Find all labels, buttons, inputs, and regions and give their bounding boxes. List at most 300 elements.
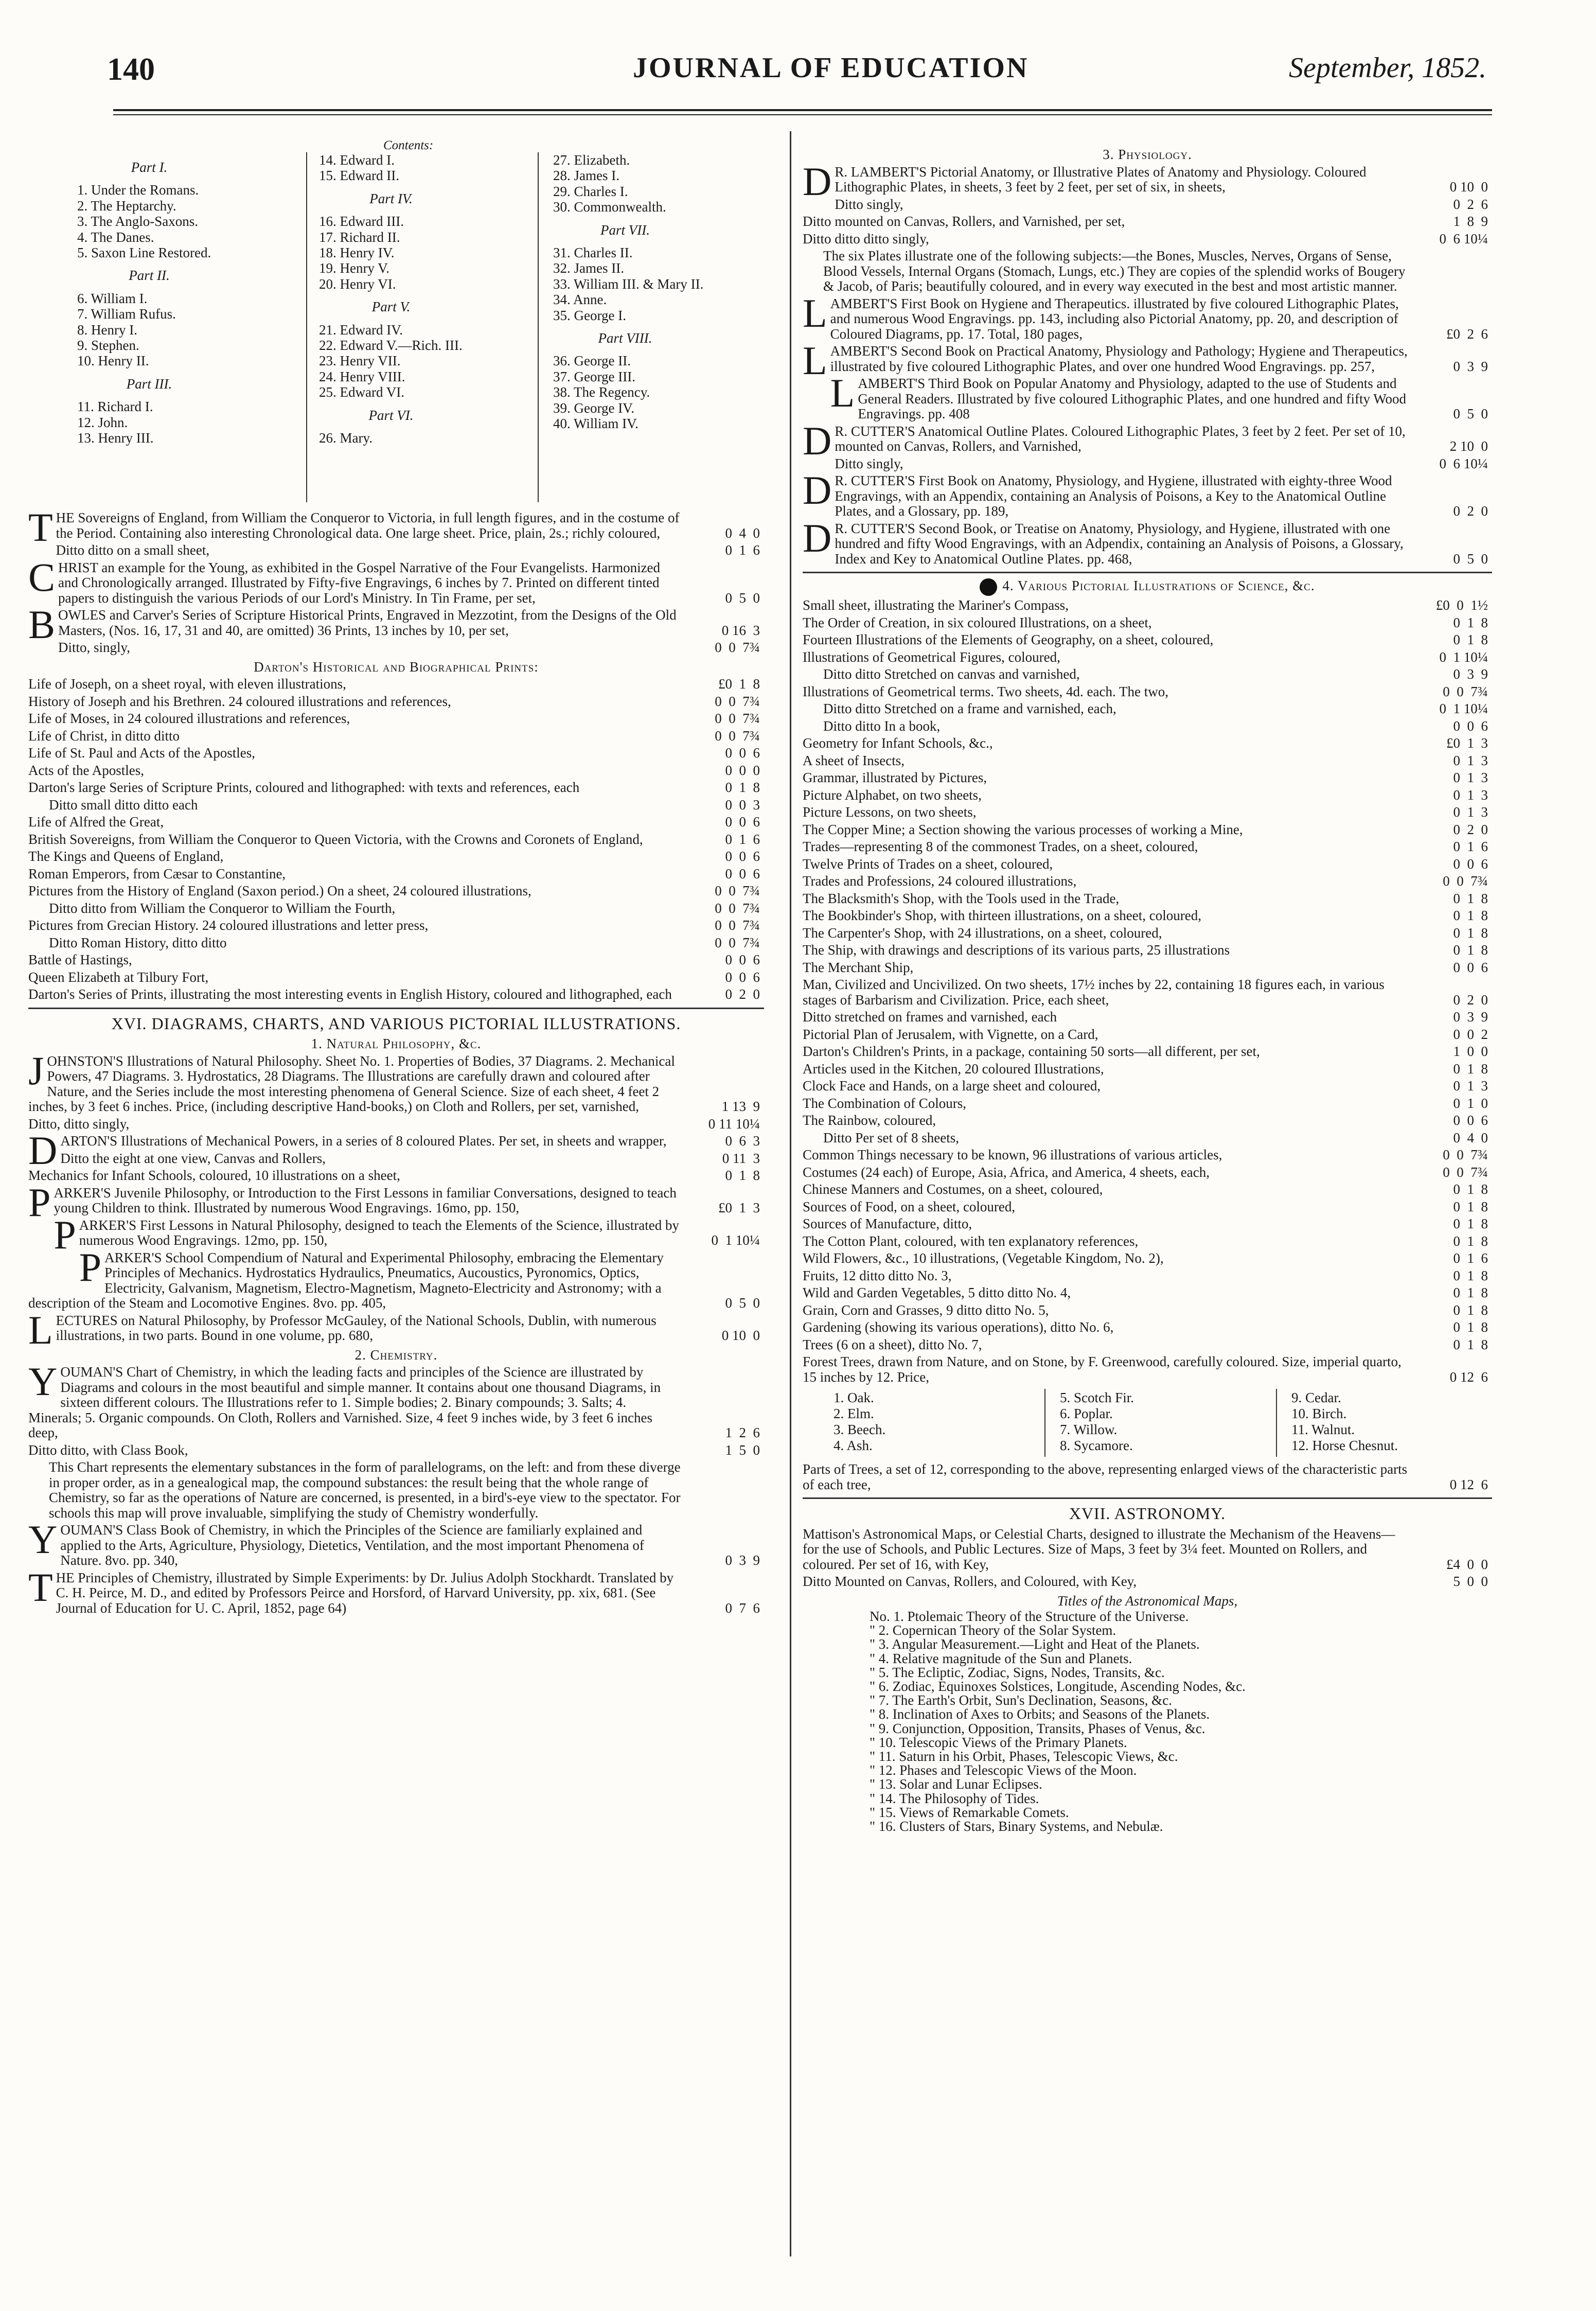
entry-price: 0 1 8 (725, 780, 760, 795)
entry-text: Man, Civilized and Uncivilized. On two sheets, 17½ inches by 22, containing 18 figures each, in various stages of Barbarism and Civilization. Price, each sheet, (803, 977, 1385, 1008)
entry-text: Parts of Trees, a set of 12, corresponding to the above, representing enlarged views of the characteristic parts of each tree, (803, 1461, 1408, 1492)
entry-text: Illustrations of Geometrical Figures, coloured, (803, 649, 1060, 665)
catalogue-entry (28, 815, 764, 830)
catalogue-entry (28, 763, 764, 779)
entry-price: 0 0 7¾ (715, 900, 760, 916)
catalogue-entry (803, 1303, 1492, 1318)
contents-item: 6. William I. (77, 290, 148, 306)
entry-price: 0 0 6 (1453, 718, 1488, 734)
entry-price: 0 1 3 (1453, 1078, 1488, 1093)
map-title-item: " 15. Views of Remarkable Comets. (870, 1804, 1069, 1820)
chemistry-list (28, 1359, 764, 1616)
entry-text: Ditto stretched on frames and varnished, each (803, 1009, 1057, 1025)
catalogue-entry (803, 1182, 1492, 1197)
catalogue-entry (803, 515, 1492, 567)
entry-text: Forest Trees, drawn from Nature, and on Stone, by F. Greenwood, carefully coloured. Size, imperial quarto, 15 inches by 12. Price, (803, 1354, 1402, 1385)
entry-price: 0 10 0 (1449, 179, 1488, 195)
contents-item: 32. James II. (553, 260, 624, 276)
entry-text: ARKER'S Juvenile Philosophy, or Introduction to the First Lessons in familiar Conversations, designed to teach young Children to think. Illustrated by numerous Wood Engravings. 16mo, pp. 150, (54, 1185, 677, 1215)
entry-text: Ditto ditto Stretched on canvas and varnished, (823, 666, 1080, 682)
entry-text: Life of Moses, in 24 coloured illustrations and references, (28, 711, 350, 726)
entry-text: HE Principles of Chemistry, illustrated by Simple Experiments: by Dr. Julius Adolph Stockhardt. Translated by C. H. Peirce, M. D., and edited by Professors Peirce and Horsford, of Harvard University, pp. xix, 681. (See Journal of Education for U. C. April, 1852, page 64) (56, 1569, 674, 1616)
entry-price: 0 0 7¾ (715, 728, 760, 744)
entry-text: Life of Christ, in ditto ditto (28, 728, 180, 744)
contents-item: 14. Edward I. (319, 152, 395, 168)
entry-text: HRIST an example for the Young, as exhibited in the Gospel Narrative of the Four Evangelists. Harmonized and Chronologically arranged. Illustrated by Fifty-five Engravings, 6 inches by 7. Printed on different tinted papers to distinguish the various Periods of our Lord's Ministry. In Tin Frame, per set, (58, 559, 661, 606)
entry-text: OUMAN'S Class Book of Chemistry, in which the Principles of the Science are familiarly explained and applied to the Arts, Agriculture, Physiology, Dietetics, Ventilation, and the most important Phenomena of Nature. 8vo. pp. 340, (60, 1522, 644, 1568)
map-title-item: " 3. Angular Measurement.—Light and Heat of the Planets. (870, 1636, 1200, 1652)
catalogue-entry (803, 943, 1492, 958)
entry-price: 0 2 0 (725, 986, 760, 1002)
drop-cap: D (803, 515, 832, 560)
catalogue-entry (803, 667, 1492, 682)
entry-price: 0 3 9 (1453, 666, 1488, 682)
entry-price: 0 1 8 (1453, 908, 1488, 923)
entry-price: 0 0 7¾ (715, 883, 760, 898)
entry-text: British Sovereigns, from William the Conqueror to Queen Victoria, with the Crowns and Coronets of England, (28, 831, 643, 847)
catalogue-entry (803, 1527, 1492, 1573)
catalogue-entry (803, 805, 1492, 820)
contents-divider (538, 152, 539, 502)
entry-price: £0 2 6 (1446, 326, 1488, 342)
catalogue-entry (803, 197, 1492, 213)
tree-column-divider (1044, 1389, 1045, 1457)
column-divider (790, 131, 791, 2256)
entry-text: Darton's Children's Prints, in a package, containing 50 sorts—all different, per set, (803, 1044, 1260, 1059)
entry-text: HE Sovereigns of England, from William the Conqueror to Victoria, in full length figures, and in the costume of the Period. Containing also interesting Chronological data. One large sheet. Price, plain, 2s.; richly coloured, (56, 510, 680, 541)
entry-price: £0 0 1½ (1435, 597, 1488, 613)
entry-price: 0 12 6 (1449, 1369, 1488, 1385)
entry-price: 0 1 8 (1453, 1319, 1488, 1335)
entry-price: 0 2 0 (1453, 503, 1488, 519)
entry-text: Costumes (24 each) of Europe, Asia, Africa, and America, 4 sheets, each, (803, 1164, 1210, 1180)
entry-price: 0 16 3 (721, 622, 760, 638)
entry-text: ARTON'S Illustrations of Mechanical Powers, in a series of 8 coloured Plates. Per set, in sheets and wrapper, (60, 1133, 667, 1149)
ink-blot (980, 578, 997, 596)
map-title-item: No. 1. Ptolemaic Theory of the Structure of the Universe. (870, 1609, 1189, 1624)
contents-part-title: Part VII. (600, 222, 650, 238)
contents-divider (306, 152, 307, 502)
entry-text: OWLES and Carver's Series of Scripture Historical Prints, Engraved in Mezzotint, from the Designs of the Old Masters, (Nos. 16, 17, 31 and 40, are omitted) 36 Prints, 13 inches by 10, per set, (58, 607, 677, 638)
entry-price: 0 1 0 (1453, 1095, 1488, 1111)
entry-price: £0 1 3 (1446, 735, 1488, 751)
entry-price: 0 11 3 (722, 1150, 760, 1166)
entry-text: Grain, Corn and Grasses, 9 ditto ditto No. 5, (803, 1302, 1049, 1318)
contents-part-title: Part IV. (369, 190, 413, 206)
entry-text: Trades and Professions, 24 coloured illustrations, (803, 873, 1077, 889)
catalogue-entry (28, 694, 764, 710)
entry-price: 0 7 6 (725, 1600, 760, 1616)
map-title-item: " 16. Clusters of Stars, Binary Systems, and Nebulæ. (870, 1819, 1163, 1834)
contents-item: 34. Anne. (553, 292, 607, 308)
entry-price: 0 3 9 (1453, 358, 1488, 374)
entry-price: 0 0 7¾ (1443, 683, 1488, 699)
contents-item: 1. Under the Romans. (77, 182, 199, 198)
contents-part-title: Part VIII. (598, 330, 652, 346)
catalogue-entry (28, 867, 764, 882)
entry-text: ECTURES on Natural Philosophy, by Professor McGauley, of the National Schools, Dublin, with numerous illustrations, in two parts. Bound in one volume, pp. 680, (56, 1312, 657, 1343)
tree-item: 3. Beech. (834, 1422, 886, 1437)
catalogue-entry (28, 901, 764, 916)
entry-price: 0 1 8 (1453, 1336, 1488, 1352)
contents-item: 39. George IV. (553, 400, 634, 416)
catalogue-entry (803, 926, 1492, 941)
contents-item: 2. The Heptarchy. (77, 198, 176, 214)
tree-item: 7. Willow. (1060, 1422, 1118, 1437)
contents-item: 13. Henry III. (77, 430, 154, 446)
entry-price: 0 6 10¼ (1439, 455, 1488, 471)
catalogue-entry (803, 1165, 1492, 1180)
parts-of-trees-entry (803, 1462, 1492, 1492)
entry-price: 2 10 0 (1449, 438, 1488, 454)
entry-text: The six Plates illustrate one of the following subjects:—the Bones, Muscles, Nerves, Organs of Sense, Blood Vessels, Internal Organs (Stomach, Lungs, etc.) They are copies of the splendid works of Bougery & Jacob, of Paris; beautifully coloured, and in every way executed in the best and most artistic manner. (823, 248, 1406, 294)
contents-item: 35. George I. (553, 307, 626, 323)
map-title-item: " 10. Telescopic Views of the Primary Planets. (870, 1734, 1127, 1750)
entry-text: AMBERT'S Second Book on Practical Anatomy, Physiology and Pathology; Hygiene and Therapeutics, illustrated by five coloured Lithographic Plates, and over one hundred Wood Engravings. pp. 257, (830, 343, 1408, 374)
entry-price: 0 2 0 (1453, 821, 1488, 837)
entry-price: 0 1 8 (725, 1168, 760, 1183)
section-divider (28, 1008, 764, 1009)
drop-cap: P (54, 1212, 76, 1257)
entry-price: 0 1 8 (1453, 890, 1488, 906)
contents-item: 18. Henry IV. (319, 245, 395, 260)
contents-item: 30. Commonwealth. (553, 199, 666, 215)
catalogue-entry (803, 1285, 1492, 1301)
entry-text: Ditto ditto on a small sheet, (56, 542, 210, 558)
right-column (803, 143, 1492, 1833)
entry-price: 1 0 0 (1453, 1044, 1488, 1059)
entry-text: Pictorial Plan of Jerusalem, with Vignette, on a Card, (803, 1026, 1098, 1042)
catalogue-entry (803, 874, 1492, 889)
entry-price: 0 1 8 (1453, 1061, 1488, 1077)
catalogue-entry (28, 1517, 764, 1568)
entry-text: Ditto Per set of 8 sheets, (823, 1130, 959, 1145)
left-column (28, 138, 764, 1616)
entry-text: Ditto ditto from William the Conqueror to William the Fourth, (49, 900, 396, 916)
catalogue-entry (28, 746, 764, 761)
entry-price: 0 1 8 (1453, 614, 1488, 630)
entry-text: The Bookbinder's Shop, with thirteen illustrations, on a sheet, coloured, (803, 908, 1201, 923)
catalogue-entry (803, 1096, 1492, 1112)
entry-text: Illustrations of Geometrical terms. Two sheets, 4d. each. The two, (803, 683, 1168, 699)
header-rule (113, 109, 1492, 111)
map-title-item: " 13. Solar and Lunar Eclipses. (870, 1776, 1042, 1792)
contents-part-title: Part II. (129, 268, 170, 284)
entry-price: 0 1 8 (1453, 1233, 1488, 1249)
catalogue-entry (803, 1234, 1492, 1249)
entry-price: 0 2 0 (1453, 992, 1488, 1008)
catalogue-entry (803, 468, 1492, 519)
entry-price: 0 1 8 (1453, 1302, 1488, 1318)
catalogue-entry (803, 456, 1492, 472)
drop-cap: T (28, 1564, 53, 1610)
contents-part-title: Part III. (126, 376, 172, 392)
entry-price: 0 1 8 (1453, 1267, 1488, 1283)
catalogue-entry (803, 650, 1492, 665)
contents-item: 25. Edward VI. (319, 384, 404, 400)
drop-cap: Y (28, 1517, 58, 1562)
entry-price: 0 1 8 (1453, 1198, 1488, 1214)
journal-title: JOURNAL OF EDUCATION (633, 52, 1029, 84)
entry-text: Sources of Manufacture, ditto, (803, 1216, 972, 1231)
catalogue-entry (803, 1148, 1492, 1163)
entry-text: Battle of Hastings, (28, 952, 132, 967)
entry-price: 0 1 3 (1453, 787, 1488, 803)
entry-text: Small sheet, illustrating the Mariner's Compass, (803, 597, 1069, 613)
entry-price: 0 5 0 (725, 1295, 760, 1311)
entry-price: 0 1 8 (1453, 942, 1488, 958)
various-heading: 4. Various Pictorial Illustrations of Science, &c. (803, 578, 1492, 596)
map-title-item: " 5. The Ecliptic, Zodiac, Signs, Nodes, Transits, &c. (870, 1664, 1165, 1680)
catalogue-entry (28, 1307, 764, 1352)
catalogue-entry (28, 729, 764, 744)
catalogue-entry (28, 1151, 764, 1167)
entry-text: Ditto small ditto ditto each (49, 797, 198, 813)
contents-item: 36. George II. (553, 353, 631, 369)
entry-price: 0 0 2 (1453, 1026, 1488, 1042)
contents-item: 5. Saxon Line Restored. (77, 245, 211, 260)
entry-text: Trades—representing 8 of the commonest Trades, on a sheet, coloured, (803, 839, 1198, 854)
drop-cap: D (803, 418, 832, 463)
entry-price: 0 1 8 (1453, 632, 1488, 647)
entry-price: 0 1 3 (1453, 770, 1488, 785)
catalogue-entry (803, 822, 1492, 838)
entry-text: Fruits, 12 ditto ditto No. 3, (803, 1267, 952, 1283)
drop-cap: L (803, 290, 827, 336)
contents-item: 11. Richard I. (77, 399, 153, 415)
catalogue-entry (28, 780, 764, 796)
natural-philosophy-heading: 1. Natural Philosophy, &c. (311, 1036, 482, 1051)
catalogue-entry (803, 960, 1492, 976)
entry-price: 0 6 10¼ (1439, 231, 1488, 246)
catalogue-entry (28, 602, 764, 647)
maps-titles-heading: Titles of the Astronomical Maps, (1057, 1593, 1238, 1609)
entry-text: Gardening (showing its various operations), ditto No. 6, (803, 1319, 1114, 1335)
entry-price: 0 12 6 (1449, 1476, 1488, 1492)
entry-text: Ditto ditto ditto singly, (803, 231, 929, 246)
entry-price: 0 0 7¾ (1443, 1164, 1488, 1180)
forest-trees-table (803, 1387, 1492, 1460)
natural-philosophy-list (28, 1048, 764, 1352)
entry-price: 0 1 6 (725, 542, 760, 558)
page-number: 140 (107, 52, 155, 87)
entry-text: History of Joseph and his Brethren. 24 coloured illustrations and references, (28, 693, 451, 709)
contents-item: 7. William Rufus. (77, 306, 176, 322)
contents-item: 4. The Danes. (77, 229, 154, 245)
catalogue-entry (803, 615, 1492, 631)
catalogue-entry (28, 798, 764, 813)
entry-text: The Merchant Ship, (803, 959, 914, 975)
catalogue-entry (803, 908, 1492, 924)
entry-price: 0 0 7¾ (715, 918, 760, 933)
entry-text: Ditto the eight at one view, Canvas and Rollers, (60, 1150, 326, 1166)
entry-price: 0 0 6 (725, 952, 760, 967)
entry-price: 0 1 8 (1453, 1216, 1488, 1231)
drop-cap: T (28, 505, 53, 550)
map-title-item: " 2. Copernican Theory of the Solar System. (870, 1622, 1116, 1638)
english-history-prints (28, 505, 764, 656)
contents-item: 24. Henry VIII. (319, 368, 405, 384)
tree-item: 11. Walnut. (1291, 1422, 1355, 1437)
entry-text: Ditto Mounted on Canvas, Rollers, and Coloured, with Key, (803, 1574, 1137, 1589)
entry-text: Picture Alphabet, on two sheets, (803, 787, 982, 803)
entry-price: 0 0 7¾ (715, 711, 760, 726)
entry-text: OHNSTON'S Illustrations of Natural Philosophy. Sheet No. 1. Properties of Bodies, 37 Diagrams. 2. Mechanical Powers, 47 Diagrams. 3. Hydrostatics, 28 Diagrams. The Illustrations are carefully drawn and coloured after Nature, and the Series include the most interesting phenomena of General Science. Size of each sheet, 4 feet 2 inches, by 3 feet 6 inches. Price, (including descriptive Hand-books,) on Cloth and Rollers, per set, varnished, (28, 1053, 675, 1114)
drop-cap: P (79, 1244, 102, 1290)
entry-text: Common Things necessary to be known, 96 illustrations of various articles, (803, 1147, 1222, 1162)
drop-cap: D (803, 158, 832, 204)
catalogue-entry (803, 1574, 1492, 1590)
entry-price: 0 1 10¼ (1439, 649, 1488, 665)
tree-item: 10. Birch. (1291, 1406, 1347, 1421)
drop-cap: J (28, 1048, 44, 1093)
tree-item: 12. Horse Chesnut. (1291, 1438, 1398, 1453)
contents-item: 19. Henry V. (319, 260, 390, 276)
catalogue-entry (803, 1251, 1492, 1266)
drop-cap: Y (28, 1359, 58, 1404)
catalogue-entry (803, 1268, 1492, 1284)
catalogue-entry (28, 970, 764, 985)
contents-item: 8. Henry I. (77, 322, 137, 338)
physiology-list (803, 158, 1492, 567)
tree-item: 6. Poplar. (1060, 1406, 1113, 1421)
entry-text: Ditto, singly, (58, 640, 131, 655)
entry-price: 0 1 8 (1453, 1181, 1488, 1197)
contents-item: 26. Mary. (319, 430, 373, 446)
drop-cap: L (28, 1307, 53, 1352)
entry-text: OUMAN'S Chart of Chemistry, in which the leading facts and principles of the Science are illustrated by Diagrams and colours in the most beautiful and simple manner. It contains about one thousand Diagrams, in sixteen different colours. The Illustrations refer to 1. Simple bodies; 2. Binary compounds; 3. Salts; 4. Minerals; 5. Organic compounds. On Cloth, Rollers and Varnished. Size, 4 feet 9 inches wide, by 3 feet 6 inches deep, (28, 1364, 661, 1440)
darton-prints-list (28, 677, 764, 1002)
entry-text: ARKER'S School Compendium of Natural and Experimental Philosophy, embracing the Elementary Principles of Mechanics. Hydrostatics Hydraulics, Pneumatics, Aucoustics, Pyronomics, Optics, Electricity, Galvanism, Magnetism, Electro-Magnetism, Magneto-Electricity and Astronomy; with a description of the Steam and Locomotive Engines. 8vo. pp. 405, (28, 1249, 664, 1311)
entry-text: Geometry for Infant Schools, &c., (803, 735, 993, 751)
entry-text: Trees (6 on a sheet), ditto No. 7, (803, 1336, 982, 1352)
entry-price: 0 0 6 (1453, 1113, 1488, 1128)
map-title-item: " 4. Relative magnitude of the Sun and Planets. (870, 1650, 1132, 1666)
entry-text: Darton's Series of Prints, illustrating the most interesting events in English History, coloured and lithographed, each (28, 986, 672, 1002)
entry-price: 0 3 9 (725, 1553, 760, 1568)
entry-text: Articles used in the Kitchen, 20 coloured Illustrations, (803, 1061, 1104, 1077)
entry-text: Picture Lessons, on two sheets, (803, 804, 977, 820)
entry-text: The Ship, with drawings and descriptions of its various parts, 25 illustrations (803, 942, 1230, 958)
contents-item: 38. The Regency. (553, 384, 650, 400)
catalogue-entry (803, 788, 1492, 803)
contents-item: 22. Edward V.—Rich. III. (319, 338, 463, 353)
entry-text: ARKER'S First Lessons in Natural Philosophy, designed to teach the Elements of the Science, illustrated by numerous Wood Engravings. 12mo, pp. 150, (79, 1217, 679, 1248)
catalogue-entry (803, 719, 1492, 734)
tree-item: 2. Elm. (834, 1406, 874, 1421)
entry-text: The Order of Creation, in six coloured Illustrations, on a sheet, (803, 614, 1152, 630)
catalogue-entry (803, 1113, 1492, 1128)
map-title-item: " 14. The Philosophy of Tides. (870, 1790, 1039, 1806)
section-xvii-title: XVII. ASTRONOMY. (1069, 1504, 1226, 1523)
catalogue-entry (803, 1010, 1492, 1025)
catalogue-entry (28, 832, 764, 848)
entry-price: 0 0 6 (1453, 959, 1488, 975)
tree-column-divider (1276, 1389, 1277, 1457)
entry-text: Sources of Food, on a sheet, coloured, (803, 1198, 1016, 1214)
catalogue-entry (28, 1244, 764, 1311)
catalogue-entry (28, 952, 764, 968)
entry-text: The Cotton Plant, coloured, with ten explanatory references, (803, 1233, 1139, 1249)
map-title-item: " 11. Saturn in his Orbit, Phases, Telescopic Views, &c. (870, 1749, 1178, 1765)
catalogue-entry (28, 1048, 764, 1115)
entry-text: Twelve Prints of Trades on a sheet, coloured, (803, 856, 1053, 872)
catalogue-entry (28, 640, 764, 656)
entry-price: 0 0 7¾ (715, 640, 760, 655)
entry-price: 0 5 0 (1453, 406, 1488, 421)
map-title-item: " 8. Inclination of Axes to Orbits; and Seasons of the Planets. (870, 1706, 1210, 1722)
entry-price: 0 1 3 (1453, 752, 1488, 768)
entry-text: Acts of the Apostles, (28, 762, 144, 778)
chemistry-heading: 2. Chemistry. (354, 1347, 438, 1363)
entry-text: R. CUTTER'S Second Book, or Treatise on Anatomy, Physiology, and Hygiene, illustrated with one hundred and fifty Wood Engravings, with an Adpendix, containing an Analysis of Poisons, a Glossary, Index and Key to Anatomical Outline Plates. pp. 468, (835, 520, 1404, 567)
entry-text: The Combination of Colours, (803, 1095, 966, 1111)
catalogue-entry (803, 684, 1492, 700)
entry-text: Ditto ditto Stretched on a frame and varnished, each, (823, 701, 1116, 716)
catalogue-entry (803, 1027, 1492, 1043)
drop-cap: L (803, 338, 827, 383)
entry-price: 0 0 6 (725, 814, 760, 830)
catalogue-entry (28, 1443, 764, 1458)
contents-item: 29. Charles I. (553, 183, 628, 199)
catalogue-entry (803, 839, 1492, 855)
catalogue-entry (803, 857, 1492, 872)
entry-price: 0 5 0 (1453, 551, 1488, 567)
entry-text: Pictures from the History of England (Saxon period.) On a sheet, 24 coloured illustrations, (28, 883, 531, 898)
entry-text: Ditto, ditto singly, (28, 1116, 130, 1132)
contents-item: 40. William IV. (553, 416, 639, 431)
entry-text: The Copper Mine; a Section showing the various processes of working a Mine, (803, 821, 1243, 837)
entry-price: 1 8 9 (1453, 214, 1488, 229)
physiology-heading: 3. Physiology. (1103, 147, 1192, 162)
entry-price: 0 0 6 (725, 866, 760, 881)
contents-item: 23. Henry VII. (319, 353, 401, 369)
tree-item: 9. Cedar. (1291, 1390, 1341, 1405)
contents-item: 15. Edward II. (319, 168, 399, 184)
entry-text: Mechanics for Infant Schools, coloured, 10 illustrations on a sheet, (28, 1168, 400, 1183)
drop-cap: P (28, 1179, 51, 1225)
tree-item: 1. Oak. (834, 1390, 874, 1405)
entry-text: Life of Alfred the Great, (28, 814, 164, 830)
issue-date: September, 1852. (1289, 52, 1487, 84)
contents-part-title: Part I. (131, 160, 168, 175)
tree-item: 4. Ash. (834, 1438, 873, 1453)
tree-item: 5. Scotch Fir. (1060, 1390, 1134, 1405)
entry-price: 0 10 0 (721, 1328, 760, 1343)
contents-item: 12. John. (77, 414, 128, 430)
catalogue-entry (803, 1337, 1492, 1353)
entry-text: Pictures from Grecian History. 24 coloured illustrations and letter press, (28, 918, 429, 933)
entry-text: R. CUTTER'S First Book on Anatomy, Physiology, and Hygiene, illustrated with eighty-three Wood Engravings, with an Appendix, containing an Analysis of Poisons, a Key to the Anatomical Outline Plates, and a Glossary, pp. 189, (835, 473, 1392, 519)
entry-text: R. CUTTER'S Anatomical Outline Plates. Coloured Lithographic Plates, 3 feet by 2 feet. Per set of 10, mounted on Canvas, Rollers, and Varnished, (835, 423, 1406, 454)
entry-text: Ditto ditto, with Class Book, (28, 1442, 188, 1458)
entry-price: 0 2 6 (1453, 196, 1488, 212)
drop-cap: C (28, 554, 56, 599)
catalogue-entry (28, 554, 764, 606)
entry-price: £0 1 8 (718, 676, 760, 692)
entry-price: 0 0 6 (1453, 856, 1488, 872)
catalogue-entry (803, 753, 1492, 769)
catalogue-entry (28, 1460, 764, 1521)
entry-text: Ditto singly, (835, 455, 903, 471)
contents-item: 17. Richard II. (319, 229, 400, 245)
contents-part-title: Part V. (371, 299, 411, 315)
catalogue-entry (803, 1320, 1492, 1335)
entry-text: R. LAMBERT'S Pictorial Anatomy, or Illustrative Plates of Anatomy and Physiology. Coloured Lithographic Plates, in sheets, 3 feet by 2 feet, per set of six, in sheets, (835, 164, 1367, 195)
entry-price: 0 1 3 (1453, 804, 1488, 820)
entry-price: 0 1 6 (1453, 1250, 1488, 1266)
catalogue-entry (28, 1359, 764, 1441)
